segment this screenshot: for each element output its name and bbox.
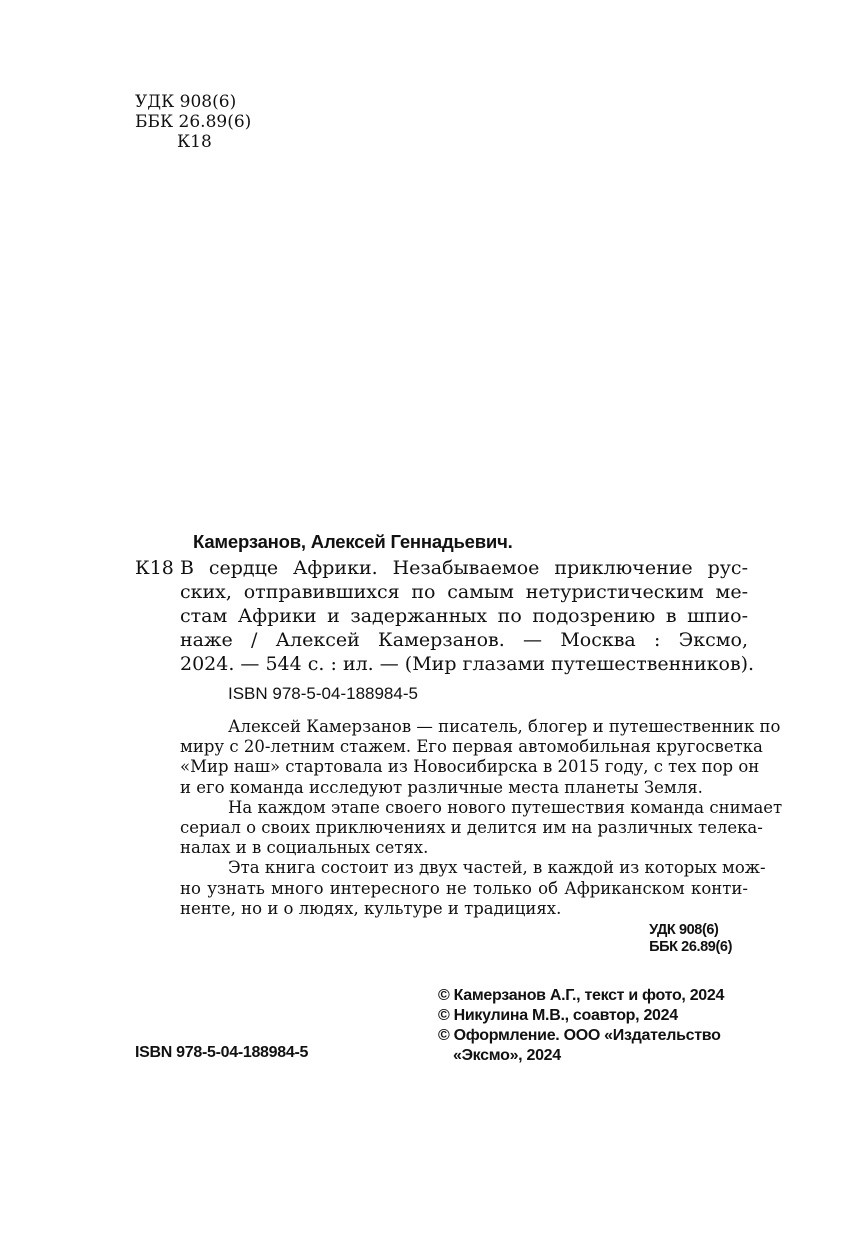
annotation-line: На каждом этапе своего нового путешествия команда снимает — [228, 797, 783, 817]
record-line: 2024. — 544 с. : ил. — (Мир глазами путешественников). — [180, 653, 755, 675]
annotation — [180, 717, 783, 919]
udk-code: УДК 908(6) — [135, 92, 237, 112]
udk-code: УДК 908(6) — [649, 922, 719, 938]
bbk-code: ББК 26.89(6) — [649, 939, 732, 955]
annotation-line: «Мир наш» стартовала из Новосибирска в 2015 году, с тех пор он — [180, 757, 760, 777]
record-isbn: ISBN 978-5-04-188984-5 — [228, 684, 418, 703]
bibliographic-record — [180, 556, 755, 676]
annotation-line: ненте, но и о людях, культуре и традициях. — [180, 898, 562, 918]
record-line: ских, отправившихся по самым нетуристическим ме- — [180, 581, 748, 603]
copyright-block — [438, 986, 724, 1066]
annotation-line: и его команда исследуют различные места планеты Земля. — [180, 777, 703, 797]
copyright-line: © Никулина М.В., соавтор, 2024 — [438, 1007, 678, 1024]
annotation-line: налах и в социальных сетях. — [180, 838, 429, 858]
annotation-line: миру с 20-летним стажем. Его первая автомобильная кругосветка — [180, 737, 763, 757]
author-mark: К18 — [177, 132, 212, 152]
annotation-line: но узнать много интересного не только об Африканском конти- — [180, 878, 748, 898]
copyright-line: «Эксмо», 2024 — [453, 1047, 561, 1064]
record-line: стам Африки и задержанных по подозрению в шпио- — [180, 605, 748, 627]
copyright-line: © Камерзанов А.Г., текст и фото, 2024 — [438, 987, 725, 1004]
annotation-line: Эта книга состоит из двух частей, в каждой из которых мож- — [228, 858, 766, 878]
record-author-mark: К18 — [135, 557, 174, 579]
bbk-code: ББК 26.89(6) — [135, 112, 252, 132]
copyright-line: © Оформление. ООО «Издательство — [438, 1027, 721, 1044]
annotation-line: сериал о своих приключениях и делится им на различных телека- — [180, 818, 763, 838]
annotation-line: Алексей Камерзанов — писатель, блогер и путешественник по — [228, 717, 781, 736]
isbn-bottom: ISBN 978-5-04-188984-5 — [135, 1044, 309, 1061]
record-line: наже / Алексей Камерзанов. — Москва : Эксмо, — [180, 629, 748, 651]
bottom-classification-codes — [649, 922, 732, 956]
top-classification-codes — [135, 92, 251, 152]
record-author-heading: Камерзанов, Алексей Геннадьевич. — [193, 531, 513, 552]
record-line: В сердце Африки. Незабываемое приключение рус- — [180, 557, 748, 579]
